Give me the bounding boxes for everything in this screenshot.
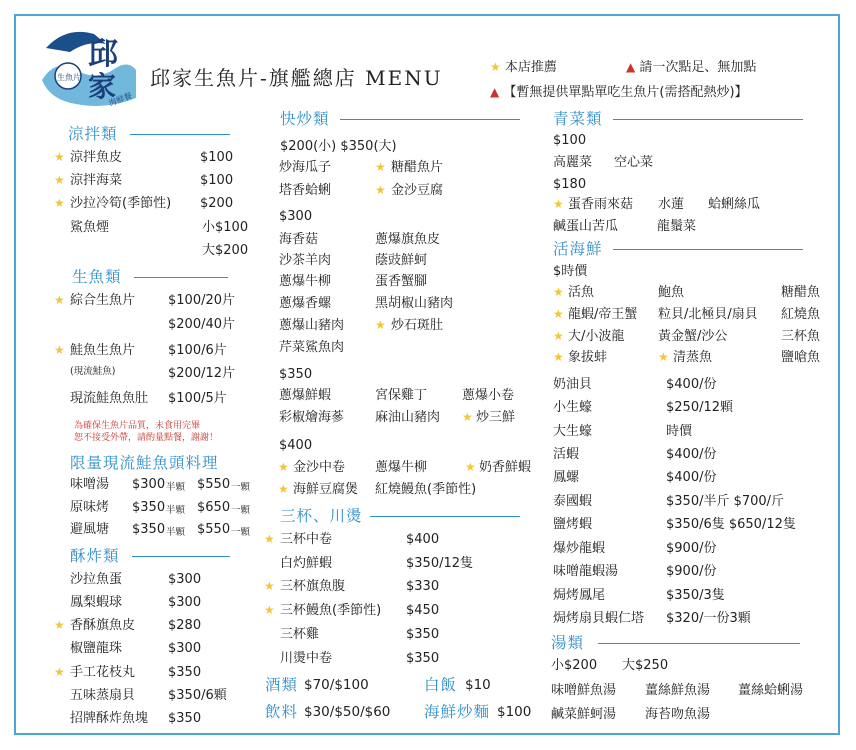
menu-item-name: 炒海瓜子 <box>279 160 332 175</box>
rice-price: $10 <box>465 677 491 693</box>
star-icon: ★ <box>462 410 473 424</box>
menu-item-price: $350 <box>132 522 166 537</box>
menu-item-price: $400 <box>406 532 440 547</box>
menu-item-price: $330 <box>406 579 440 594</box>
menu-item-name: 薑絲鮮魚湯 <box>645 683 711 698</box>
wine-label: 酒類 <box>265 676 299 694</box>
menu-item-name: 鳳梨蝦球 <box>70 595 123 610</box>
menu-item-name: 糖醋魚片 <box>391 160 444 175</box>
menu-item-name: 蔥爆小卷 <box>462 388 515 403</box>
menu-item-price: 小$100 <box>202 220 249 235</box>
star-icon: ★ <box>54 173 65 187</box>
menu-item-name: 粒貝/北極貝/扇貝 <box>658 307 758 322</box>
menu-item-price: $100 <box>200 150 234 165</box>
menu-item-name: 鮭魚生魚片 <box>70 343 136 358</box>
noodle-label: 海鮮炒麵 <box>424 703 491 721</box>
menu-item-name: 沙茶羊肉 <box>279 253 332 268</box>
soup-size-large: 大$250 <box>622 658 669 673</box>
menu-item-name: 清蒸魚 <box>673 350 713 365</box>
star-icon: ★ <box>465 460 476 474</box>
menu-item-price: $650 <box>197 500 231 515</box>
menu-item-name: 空心菜 <box>614 155 654 170</box>
legend-notice <box>490 81 748 100</box>
menu-item-name: 糖醋魚 <box>781 285 821 300</box>
group-price: $300 <box>279 209 313 224</box>
menu-item-price: 大$200 <box>202 243 249 258</box>
section-title-liangban: 涼拌類 <box>68 125 118 143</box>
menu-item-price: $400/份 <box>666 470 717 485</box>
menu-item-name: 三杯鰻魚(季節性) <box>280 603 382 618</box>
menu-item-name: 大/小波龍 <box>568 329 625 344</box>
menu-item-name: 芹菜鯊魚肉 <box>279 340 345 355</box>
menu-item-price: $100 <box>200 173 234 188</box>
menu-item-name: 活魚 <box>568 285 595 300</box>
noodle-price: $100 <box>497 704 532 720</box>
star-icon: ★ <box>553 285 564 299</box>
menu-item-price: $320/一份3顆 <box>666 611 751 626</box>
menu-item-price: $550 <box>197 477 231 492</box>
logo <box>36 18 140 110</box>
star-icon: ★ <box>54 196 65 210</box>
star-icon: ★ <box>375 318 386 332</box>
menu-item-name: 原味烤 <box>70 500 110 515</box>
menu-item-name: 鹹蛋山苦瓜 <box>553 219 619 234</box>
logo-char-1: 邱 <box>88 37 118 72</box>
menu-item-name: 鯊魚煙 <box>70 220 110 235</box>
star-icon: ★ <box>553 307 564 321</box>
menu-item-name: 鹹菜鮮蚵湯 <box>551 707 617 722</box>
menu-item-name: 龍鬚菜 <box>657 219 697 234</box>
menu-item-name: 蔥爆牛柳 <box>375 460 428 475</box>
menu-item-price: $200 <box>200 196 234 211</box>
section-title-sanbei: 三杯、川燙 <box>280 507 363 525</box>
menu-item-name: 薑絲蛤蜊湯 <box>738 683 804 698</box>
menu-item-price: $400/份 <box>666 447 717 462</box>
star-icon: ★ <box>264 532 275 546</box>
menu-item-name: 海苔吻魚湯 <box>645 707 711 722</box>
menu-item-price: $250/12顆 <box>666 400 734 415</box>
menu-item-name: 蔥爆牛柳 <box>279 274 332 289</box>
menu-item-price: 時價 <box>666 424 693 439</box>
star-icon: ★ <box>54 150 65 164</box>
menu-item-price: $280 <box>168 618 202 633</box>
menu-item-name: 味噌湯 <box>70 477 110 492</box>
menu-item-price: $900/份 <box>666 541 717 556</box>
menu-item-name: 紅燒鰻魚(季節性) <box>375 482 477 497</box>
unit-label: 半顆 <box>166 527 186 538</box>
menu-item-name: 蛋香蟹腳 <box>375 274 428 289</box>
menu-item-name: 涼拌海菜 <box>70 173 123 188</box>
menu-item-name: 黑胡椒山豬肉 <box>375 296 454 311</box>
menu-item-price: $350/3隻 <box>666 588 725 603</box>
menu-item-name: 小生蠔 <box>553 400 593 415</box>
menu-item-price: $350/12隻 <box>406 556 474 571</box>
menu-item-name: 高麗菜 <box>553 155 593 170</box>
menu-item-name: 泰國蝦 <box>553 494 593 509</box>
section-title-salmonhead: 限量現流鮭魚頭料理 <box>70 454 219 472</box>
menu-item-price: $350 <box>406 627 440 642</box>
menu-item-name: 活蝦 <box>553 447 580 462</box>
menu-item-name: 海鮮豆腐煲 <box>293 482 359 497</box>
menu-item-name: 鹽嗆魚 <box>781 350 821 365</box>
unit-label: 半顆 <box>166 505 186 516</box>
star-icon: ★ <box>553 329 564 343</box>
menu-item-name: 奶香鮮蝦 <box>479 460 532 475</box>
menu-item-name: 麻油山豬肉 <box>375 410 441 425</box>
menu-item-name: 避風塘 <box>70 522 110 537</box>
section-rule <box>613 249 803 250</box>
star-icon: ★ <box>264 603 275 617</box>
menu-item-name: 三杯中卷 <box>280 532 333 547</box>
menu-item-name: 綜合生魚片 <box>70 293 136 308</box>
menu-item-name: 手工花枝丸 <box>70 665 136 680</box>
menu-item-name: 炒石斑肚 <box>391 318 444 333</box>
stirfry-price-1: $200(小) $350(大) <box>280 139 397 154</box>
menu-item-name: 川燙中卷 <box>280 651 333 666</box>
menu-item-price: $200/12片 <box>168 366 236 381</box>
menu-item-name: 招牌酥炸魚塊 <box>70 711 149 726</box>
logo-sub: 生魚片 <box>57 73 81 82</box>
warning-triangle-icon: ▲ <box>490 85 500 99</box>
menu-item-name: 蔭豉鮮蚵 <box>375 253 428 268</box>
menu-item-name: 水蓮 <box>658 197 685 212</box>
menu-item-price: $900/份 <box>666 564 717 579</box>
group-price: $350 <box>279 367 313 382</box>
section-rule <box>132 556 230 557</box>
menu-item-name: 蛋香雨來菇 <box>568 197 634 212</box>
menu-item-name: 蔥爆旗魚皮 <box>375 232 441 247</box>
section-title-live: 活海鮮 <box>553 240 603 258</box>
menu-item-name: 鳳螺 <box>553 470 580 485</box>
legend-recommend <box>490 56 557 75</box>
soup-size-small: 小$200 <box>551 658 598 673</box>
legend-recommend-label: 本店推薦 <box>504 60 557 75</box>
menu-item-name: 龍蝦/帝王蟹 <box>568 307 638 322</box>
star-icon: ★ <box>375 183 386 197</box>
menu-item-note: (現流鮭魚) <box>70 366 116 377</box>
section-rule <box>130 134 230 135</box>
menu-item-name: 塔香蛤蜊 <box>279 183 332 198</box>
logo-char-2: 家 <box>88 70 117 103</box>
section-rule <box>370 516 520 517</box>
star-icon: ★ <box>490 60 501 74</box>
star-icon: ★ <box>278 460 289 474</box>
menu-item-name: 象拔蚌 <box>568 350 608 365</box>
menu-item-price: $350/6顆 <box>168 688 227 703</box>
menu-item-price: $100/6片 <box>168 343 227 358</box>
menu-item-price: $550 <box>197 522 231 537</box>
section-title-sashimi: 生魚類 <box>72 268 122 286</box>
section-rule <box>598 643 800 644</box>
sashimi-note-2: 恕不接受外帶，請酌量點餐，謝謝！ <box>74 433 219 443</box>
menu-item-name: 白灼鮮蝦 <box>280 556 333 571</box>
star-icon: ★ <box>553 350 564 364</box>
sashimi-note-1: 為確保生魚片品質，未食用完畢 <box>74 421 201 431</box>
menu-item-price: $350 <box>168 665 202 680</box>
section-title-stirfry: 快炒類 <box>280 110 330 128</box>
section-rule <box>340 119 520 120</box>
section-rule <box>613 119 803 120</box>
menu-item-name: 大生蠔 <box>553 424 593 439</box>
beverage-label: 飲料 <box>265 703 299 721</box>
group-price: $100 <box>553 133 587 148</box>
page-title: 邱家生魚片-旗艦總店 MENU <box>150 66 443 90</box>
section-title-fried: 酥炸類 <box>70 547 120 565</box>
menu-item-price: $350/6隻 $650/12隻 <box>666 517 796 532</box>
legend-notice-label: 【暫無提供單點單吃生魚片(需搭配熱炒)】 <box>503 85 748 100</box>
menu-item-name: 金沙中卷 <box>293 460 346 475</box>
star-icon: ★ <box>658 350 669 364</box>
unit-label: 半顆 <box>166 482 186 493</box>
menu-item-name: 紅燒魚 <box>781 307 821 322</box>
star-icon: ★ <box>54 293 65 307</box>
group-price: $400 <box>279 438 313 453</box>
menu-item-name: 炒三鮮 <box>476 410 516 425</box>
menu-item-price: $100/20片 <box>168 293 236 308</box>
menu-item-price: $200/40片 <box>168 317 236 332</box>
legend-order-once-label: 請一次點足、無加點 <box>639 60 757 75</box>
star-icon: ★ <box>54 665 65 679</box>
menu-item-name: 味噌龍蝦湯 <box>553 564 619 579</box>
star-icon: ★ <box>54 343 65 357</box>
star-icon: ★ <box>375 160 386 174</box>
menu-item-name: 五味蒸扇貝 <box>70 688 136 703</box>
menu-item-name: 三杯旗魚腹 <box>280 579 346 594</box>
menu-item-name: 鹽烤蝦 <box>553 517 593 532</box>
menu-item-name: 三杯雞 <box>280 627 320 642</box>
menu-item-name: 現流鮭魚魚肚 <box>70 391 149 406</box>
menu-item-name: 沙拉魚蛋 <box>70 572 123 587</box>
menu-item-name: 蔥爆山豬肉 <box>279 318 345 333</box>
menu-item-name: 金沙豆腐 <box>391 183 444 198</box>
menu-item-price: $300 <box>168 572 202 587</box>
menu-item-name: 鮑魚 <box>658 285 685 300</box>
logo-sub2: 海鮮餐 <box>107 91 134 108</box>
menu-item-price: $350 <box>168 711 202 726</box>
live-price-label: $時價 <box>553 264 588 279</box>
menu-item-name: 宮保雞丁 <box>375 388 428 403</box>
section-rule <box>134 277 228 278</box>
menu-item-name: 焗烤鳳尾 <box>553 588 606 603</box>
star-icon: ★ <box>278 482 289 496</box>
menu-item-name: 椒鹽龍珠 <box>70 641 123 656</box>
wine-price: $70/$100 <box>304 677 369 693</box>
legend-order-once <box>626 56 756 75</box>
star-icon: ★ <box>553 197 564 211</box>
menu-item-price: $300 <box>168 595 202 610</box>
menu-item-name: 三杯魚 <box>781 329 821 344</box>
star-icon: ★ <box>54 618 65 632</box>
menu-item-price: $300 <box>132 477 166 492</box>
menu-item-price: $400/份 <box>666 377 717 392</box>
menu-item-name: 蔥爆香螺 <box>279 296 332 311</box>
menu-item-name: 海香菇 <box>279 232 319 247</box>
menu-item-price: $100/5片 <box>168 391 227 406</box>
rice-label: 白飯 <box>424 676 458 694</box>
menu-item-name: 沙拉冷筍(季節性) <box>70 196 172 211</box>
menu-item-name: 黃金蟹/沙公 <box>658 329 728 344</box>
section-title-veg: 青菜類 <box>553 110 603 128</box>
menu-item-name: 味噌鮮魚湯 <box>551 683 617 698</box>
menu-item-price: $350 <box>406 651 440 666</box>
beverage-price: $30/$50/$60 <box>304 704 391 720</box>
menu-item-name: 彩椒燴海蔘 <box>279 410 345 425</box>
menu-item-name: 蛤蜊絲瓜 <box>708 197 761 212</box>
menu-item-price: $350/半斤 $700/斤 <box>666 494 785 509</box>
menu-item-name: 涼拌魚皮 <box>70 150 123 165</box>
unit-label: 一顆 <box>231 527 251 538</box>
menu-item-name: 香酥旗魚皮 <box>70 618 136 633</box>
menu-item-price: $350 <box>132 500 166 515</box>
menu-item-name: 蔥爆鮮蝦 <box>279 388 332 403</box>
star-icon: ★ <box>264 579 275 593</box>
menu-item-price: $300 <box>168 641 202 656</box>
menu-item-name: 奶油貝 <box>553 377 593 392</box>
menu-item-price: $450 <box>406 603 440 618</box>
unit-label: 一顆 <box>231 505 251 516</box>
group-price: $180 <box>553 177 587 192</box>
unit-label: 一顆 <box>231 482 251 493</box>
section-title-soup: 湯類 <box>551 634 585 652</box>
menu-item-name: 爆炒龍蝦 <box>553 541 606 556</box>
warning-triangle-icon: ▲ <box>626 60 636 74</box>
menu-item-name: 焗烤扇貝蝦仁塔 <box>553 611 645 626</box>
